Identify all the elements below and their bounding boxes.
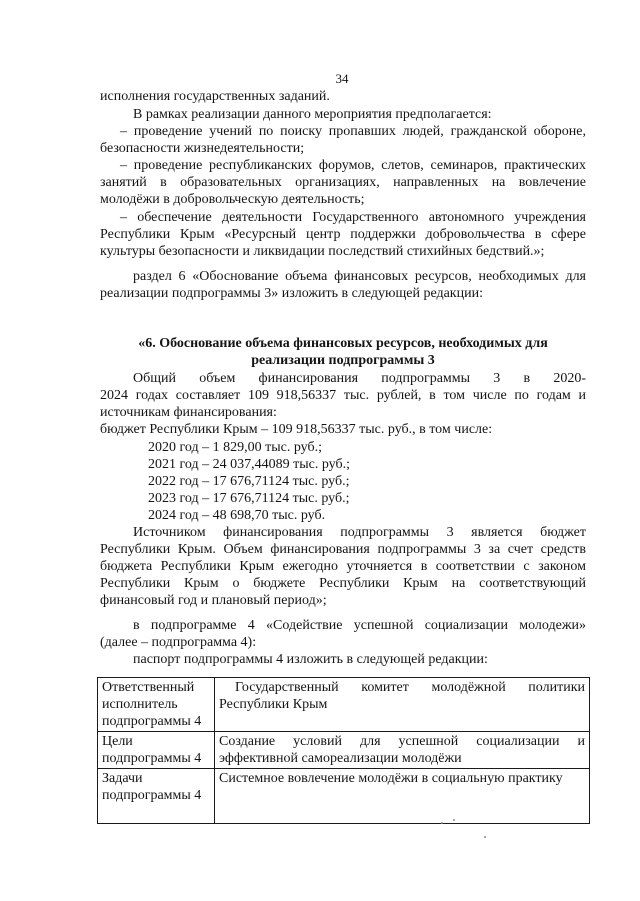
section-heading: «6. Обоснование объема финансовых ресурсов, необходимых для	[138, 336, 548, 351]
table-cell-label	[98, 769, 215, 824]
text-line: безопасности жизнедеятельности;	[100, 141, 305, 156]
page-number: 34	[335, 71, 349, 86]
funding-year-line: 2022 год – 17 676,71124 тыс. руб.;	[148, 474, 350, 489]
cell-line: подпрограммы 4	[102, 714, 202, 729]
scan-speck	[484, 836, 486, 838]
text-line: В рамках реализации данного мероприятия предполагается:	[133, 107, 492, 122]
cell-line: Системное вовлечение молодёжи в социальную практику	[219, 771, 563, 786]
text-line: бюджета Республики Крым ежегодно уточняется в соответствии с законом	[100, 559, 586, 574]
text-line: в подпрограмме 4 «Содействие успешной социализации молодежи»	[133, 618, 586, 633]
table-cell-value	[215, 769, 590, 824]
text-line: культуры безопасности и ликвидации последствий стихийных бедствий.»;	[100, 244, 545, 259]
funding-year-line: 2020 год – 1 829,00 тыс. руб.;	[148, 440, 322, 455]
text-line: (далее – подпрограмма 4):	[100, 635, 257, 650]
text-line: источникам финансирования:	[100, 405, 277, 420]
table-row	[98, 678, 590, 732]
list-item: – проведение учений по поиску пропавших людей, гражданской обороне,	[120, 124, 586, 139]
text-line: Республики Крым «Ресурсный центр поддержки добровольчества в сфере	[100, 227, 586, 242]
cell-line: подпрограммы 4	[102, 788, 202, 803]
text-line: бюджет Республики Крым – 109 918,56337 тыс. руб., в том числе:	[100, 422, 493, 437]
text-line: 2024 годах составляет 109 918,56337 тыс. рублей, в том числе по годам и	[100, 388, 586, 403]
funding-year-line: 2021 год – 24 037,44089 тыс. руб.;	[148, 457, 350, 472]
text-line: финансовый год и плановый период»;	[100, 593, 327, 608]
cell-line: исполнитель	[102, 697, 178, 712]
table-cell-label	[98, 678, 215, 732]
text-line: занятий в образовательных организациях, направленных на вовлечение	[100, 175, 586, 190]
table-cell-value	[215, 678, 590, 732]
cell-line: Цели	[102, 734, 133, 749]
text-line: Республики Крым. Объем финансирования подпрограммы 3 за счет средств	[100, 542, 586, 557]
section-heading: реализации подпрограммы 3	[251, 353, 435, 368]
passport-table	[97, 677, 590, 824]
text-line: Общий объем финансирования подпрограммы 3 в 2020-	[133, 371, 586, 386]
list-item: – обеспечение деятельности Государственного автономного учреждения	[120, 210, 586, 225]
table-row	[98, 769, 590, 824]
funding-year-line: 2024 год – 48 698,70 тыс. руб.	[148, 508, 326, 523]
cell-line: Ответственный	[102, 680, 195, 695]
scan-speck	[441, 822, 443, 824]
text-line: Источником финансирования подпрограммы 3 является бюджет	[133, 525, 586, 540]
text-line: исполнения государственных заданий.	[100, 89, 330, 104]
funding-year-line: 2023 год – 17 676,71124 тыс. руб.;	[148, 491, 350, 506]
cell-line: Задачи	[102, 771, 143, 786]
table-cell-value	[215, 732, 590, 769]
text-line: Республики Крым о бюджете Республики Крым на соответствующий	[100, 576, 586, 591]
scan-speck	[453, 819, 455, 821]
text-line: раздел 6 «Обоснование объема финансовых ресурсов, необходимых для	[133, 269, 586, 284]
text-line: молодёжи в добровольческую деятельность;	[100, 192, 365, 207]
cell-line: Республики Крым	[219, 697, 328, 712]
cell-line: подпрограммы 4	[102, 751, 202, 766]
text-line: паспорт подпрограммы 4 изложить в следующей редакции:	[133, 652, 488, 667]
table-cell-label	[98, 732, 215, 769]
cell-line: эффективной самореализации молодёжи	[219, 751, 462, 766]
list-item: – проведение республиканских форумов, слетов, семинаров, практических	[120, 158, 586, 173]
cell-line: Создание условий для успешной социализации и	[219, 734, 585, 749]
text-line: реализации подпрограммы 3» изложить в следующей редакции:	[100, 286, 483, 301]
table-row	[98, 732, 590, 769]
cell-line: Государственный комитет молодёжной политики	[235, 680, 585, 695]
